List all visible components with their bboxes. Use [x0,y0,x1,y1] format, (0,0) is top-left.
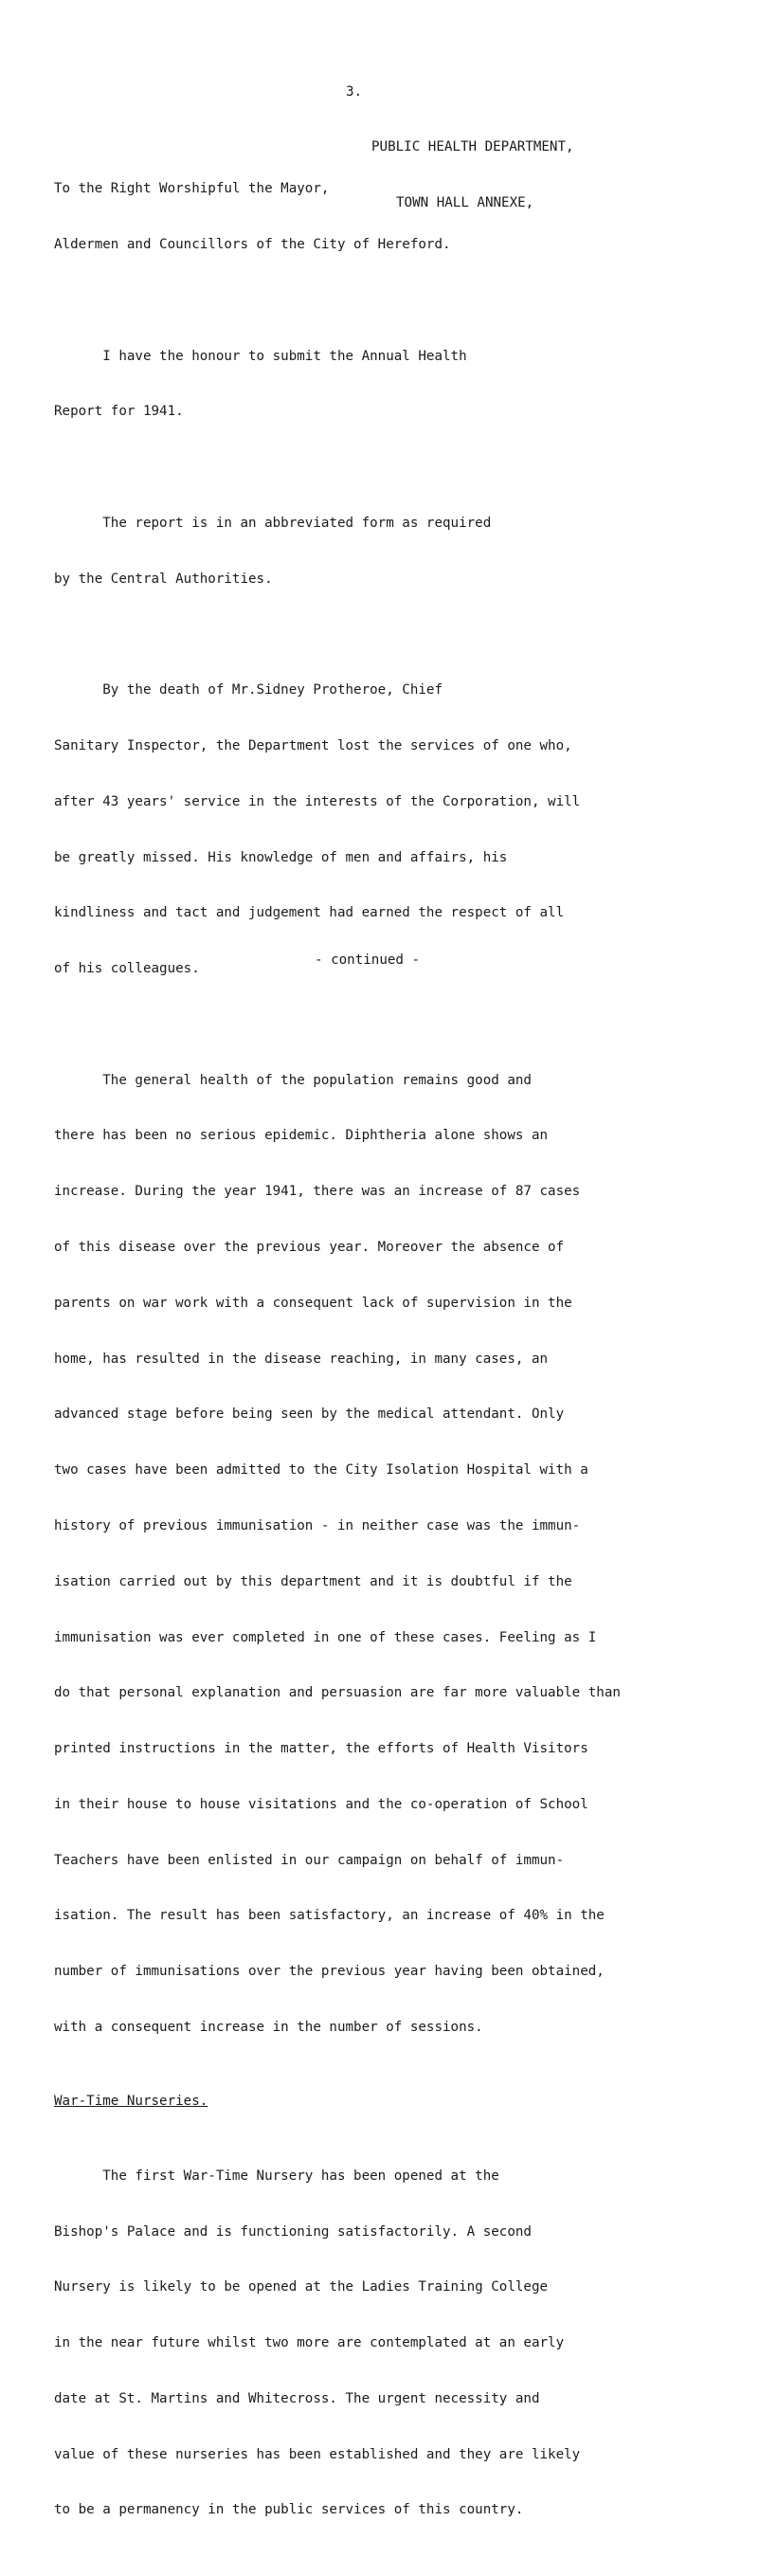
text-line: increase. During the year 1941, there was an increase of 87 cases [54,1184,581,1200]
text-line: Bishop's Palace and is functioning satisfactorily. A second [54,2223,532,2240]
text-line: The general health of the population remains good and [54,1072,532,1088]
text-line: isation carried out by this department and it is doubtful if the [54,1573,572,1589]
text-line: do that personal explanation and persuasion are far more valuable than [54,1685,621,1701]
heading-address: TOWN HALL ANNEXE, [396,194,534,210]
text-line: after 43 years' service in the interests of the Corporation, will [54,793,581,809]
text-line: printed instructions in the matter, the efforts of Health Visitors [54,1741,588,1757]
text-line: value of these nurseries has been established and they are likely [54,2446,581,2462]
text-line: of this disease over the previous year. Moreover the absence of [54,1240,565,1256]
text-line: home, has resulted in the disease reaching, in many cases, an [54,1351,549,1367]
paragraph-nurseries [54,2131,736,2558]
text-line: to be a permanency in the public services of this country. [54,2502,524,2518]
text-line: in the near future whilst two more are contemplated at an early [54,2335,565,2351]
text-line: by the Central Authorities. [54,571,273,587]
text-line: Report for 1941. [54,404,184,420]
page-number: 3. [346,84,363,100]
text-line: date at St. Martins and Whitecross. The urgent necessity and [54,2390,540,2406]
text-line: number of immunisations over the previous year having been obtained, [54,1964,605,1980]
heading-department: PUBLIC HEALTH DEPARTMENT, [371,139,574,155]
paragraph-report [54,310,736,459]
text-line: By the death of Mr.Sidney Protheroe, Chief [54,682,443,698]
text-line: isation. The result has been satisfactory, an increase of 40% in the [54,1908,605,1924]
text-line: history of previous immunisation - in neither case was the immun- [54,1517,581,1533]
text-line: immunisation was ever completed in one of these cases. Feeling as I [54,1629,597,1645]
text-line: of his colleagues. [54,961,200,977]
continued-note: - continued - [315,952,421,968]
text-line: Teachers have been enlisted in our campaign on behalf of immun- [54,1852,565,1868]
text-line: Nursery is likely to be opened at the Ladies Training College [54,2279,549,2295]
text-line: The first War-Time Nursery has been opened at the [54,2168,499,2184]
text-line: parents on war work with a consequent lack of supervision in the [54,1295,572,1311]
paragraph-abbreviated [54,478,736,626]
letter-body [54,143,736,2576]
text-line: with a consequent increase in the number of sessions. [54,2019,483,2035]
text-line: advanced stage before being seen by the medical attendant. Only [54,1406,565,1423]
salutation-line: Aldermen and Councillors of the City of Hereford. [54,236,451,252]
paragraph-general-health [54,1035,736,2075]
text-line: be greatly missed. His knowledge of men and affairs, his [54,849,508,865]
salutation [54,143,736,292]
section-title-war-time-nurseries: War-Time Nurseries. [54,2094,208,2110]
text-line: in their house to house visitations and the co-operation of School [54,1796,588,1812]
text-line: I have the honour to submit the Annual Health [54,348,467,364]
text-line: The report is in an abbreviated form as required [54,515,492,531]
text-line: there has been no serious epidemic. Diphtheria alone shows an [54,1128,549,1144]
salutation-line: To the Right Worshipful the Mayor, [54,181,330,197]
text-line: kindliness and tact and judgement had earned the respect of all [54,905,565,921]
text-line: two cases have been admitted to the City Isolation Hospital with a [54,1462,588,1478]
text-line: Sanitary Inspector, the Department lost the services of one who, [54,738,572,753]
